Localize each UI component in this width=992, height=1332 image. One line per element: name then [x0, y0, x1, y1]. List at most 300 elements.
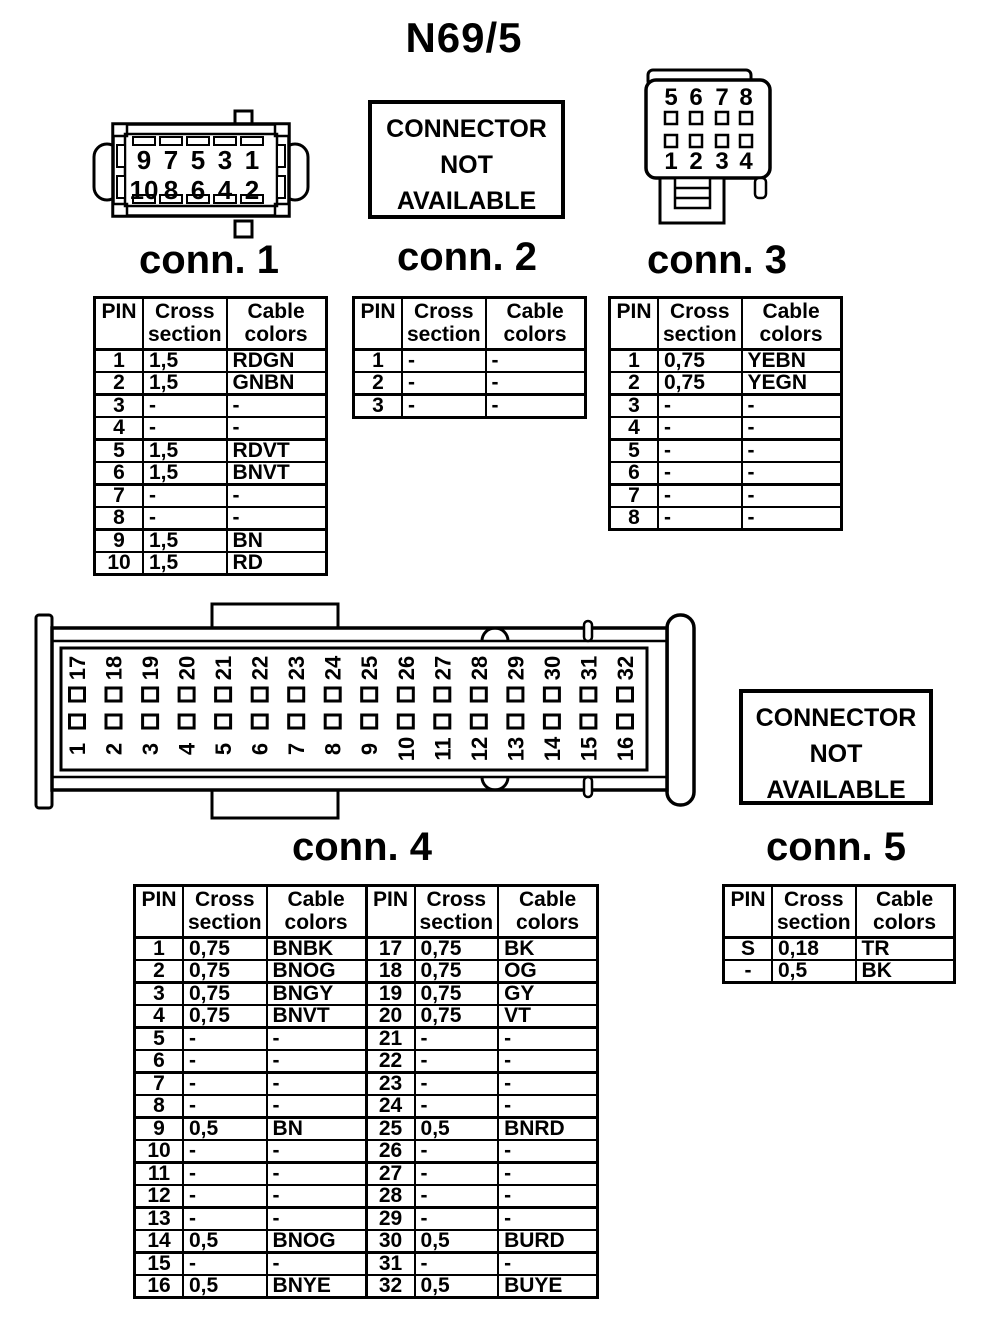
- cable-color-cell: -: [227, 417, 327, 440]
- cross-section-cell: 0,5: [772, 960, 856, 983]
- pin-number: 12: [466, 736, 492, 762]
- table-row: [135, 938, 598, 961]
- col-header-cable-colors: Cable colors: [856, 886, 955, 938]
- pin-table-4: [133, 884, 599, 1299]
- pin-number: 1: [65, 742, 90, 756]
- header-row: [610, 298, 842, 350]
- pin-number: 10: [393, 736, 419, 762]
- pin-cavity: [289, 688, 304, 701]
- cross-section-cell: -: [415, 1163, 499, 1186]
- cross-section-cell: 1,5: [143, 462, 227, 485]
- pin-cell: 5: [610, 440, 659, 463]
- pin-number: 7: [163, 145, 179, 175]
- pin-cavity: [471, 688, 486, 701]
- table-row: [95, 417, 327, 440]
- cross-section-cell: -: [415, 1095, 499, 1118]
- cable-color-cell: -: [267, 1028, 367, 1051]
- cross-section-cell: 0,75: [415, 983, 499, 1006]
- table-row: [354, 372, 586, 395]
- pin-cavity: [143, 715, 158, 728]
- cable-color-cell: OG: [498, 960, 598, 983]
- cable-color-cell: TR: [856, 938, 955, 961]
- pin-cell: 29: [366, 1208, 415, 1231]
- pin-cavity: [618, 688, 633, 701]
- pin-cell: 6: [135, 1050, 184, 1073]
- pin-cell: 1: [95, 350, 144, 373]
- pin-cell: 1: [354, 350, 403, 373]
- not-available-line: AVAILABLE: [766, 776, 906, 804]
- cable-color-cell: -: [742, 507, 842, 530]
- cable-color-cell: -: [498, 1140, 598, 1163]
- pin-cell: 7: [95, 485, 144, 508]
- pin-cell: 4: [610, 417, 659, 440]
- pin-number: 3: [138, 742, 164, 756]
- pin-cell: 2: [95, 372, 144, 395]
- pin-number: 31: [576, 655, 602, 681]
- cross-section-cell: 0,75: [183, 938, 267, 961]
- table-row: [135, 1050, 598, 1073]
- pin-cell: 22: [366, 1050, 415, 1073]
- pin-cell: 15: [135, 1253, 184, 1276]
- page-title: N69/5: [405, 14, 523, 61]
- pin-number: 9: [136, 145, 152, 175]
- cross-section-cell: 0,75: [415, 938, 499, 961]
- connector-drawing-4: [33, 598, 705, 835]
- cable-color-cell: -: [227, 485, 327, 508]
- col-header-pin: PIN: [354, 298, 403, 350]
- cable-color-cell: BNGY: [267, 983, 367, 1006]
- cable-color-cell: BNOG: [267, 960, 367, 983]
- cable-color-cell: BNVT: [227, 462, 327, 485]
- cross-section-cell: 0,5: [183, 1275, 267, 1298]
- connector-3-svg: [638, 60, 790, 232]
- pin-cell: 19: [366, 983, 415, 1006]
- cable-color-cell: -: [498, 1253, 598, 1276]
- pin-cavity: [289, 715, 304, 728]
- not-available-line: AVAILABLE: [396, 187, 537, 215]
- pin-number: 5: [211, 742, 237, 756]
- cross-section-cell: 0,18: [772, 938, 856, 961]
- table-row: [135, 1028, 598, 1051]
- table-row: [95, 530, 327, 553]
- pin-number: 3: [715, 148, 729, 175]
- pin-cavity: [544, 688, 559, 701]
- pin-number: 8: [163, 175, 179, 205]
- cable-color-cell: BNBK: [267, 938, 367, 961]
- cross-section-cell: -: [183, 1073, 267, 1096]
- pin-cell: 18: [366, 960, 415, 983]
- pin-cell: 21: [366, 1028, 415, 1051]
- table-row: [354, 395, 586, 418]
- pin-cell: 16: [135, 1275, 184, 1298]
- connector-label-2: conn. 2: [396, 235, 538, 279]
- cross-section-cell: -: [658, 395, 742, 418]
- pin-cell: 26: [366, 1140, 415, 1163]
- cross-section-cell: 0,75: [415, 1005, 499, 1028]
- cable-color-cell: -: [227, 507, 327, 530]
- table-row: [135, 1230, 598, 1253]
- pin-cavity: [106, 715, 121, 728]
- col-header-cross-section: Cross section: [772, 886, 856, 938]
- cable-color-cell: BURD: [498, 1230, 598, 1253]
- pin-cell: 1: [135, 938, 184, 961]
- cross-section-cell: -: [143, 507, 227, 530]
- pin-number: 30: [539, 655, 565, 681]
- table-row: [95, 372, 327, 395]
- col-header-cable-colors: Cable colors: [227, 298, 327, 350]
- cross-section-cell: -: [415, 1185, 499, 1208]
- pin-number: 16: [612, 736, 638, 762]
- pin-cavity: [179, 688, 194, 701]
- cross-section-cell: 1,5: [143, 372, 227, 395]
- pin-number: 4: [739, 148, 753, 175]
- pin-cell: 7: [610, 485, 659, 508]
- pin-cavity: [618, 715, 633, 728]
- pin-cavity: [435, 688, 450, 701]
- pin-number: 24: [320, 655, 346, 681]
- pin-number: 8: [320, 742, 346, 756]
- cable-color-cell: -: [742, 395, 842, 418]
- pin-table-2: [352, 296, 587, 419]
- pin-cell: 20: [366, 1005, 415, 1028]
- pin-cell: 32: [366, 1275, 415, 1298]
- cable-color-cell: -: [498, 1095, 598, 1118]
- col-header-cross-section: Cross section: [658, 298, 742, 350]
- pin-number: 1: [244, 145, 260, 175]
- cable-color-cell: RDGN: [227, 350, 327, 373]
- cross-section-cell: -: [143, 417, 227, 440]
- pin-cell: 10: [135, 1140, 184, 1163]
- pin-number: 6: [190, 175, 206, 205]
- pin-cell: 31: [366, 1253, 415, 1276]
- pin-number: 32: [612, 655, 638, 681]
- col-header-cable-colors: Cable colors: [486, 298, 586, 350]
- connector-1-svg: [88, 106, 320, 242]
- pin-number: 27: [430, 655, 456, 681]
- pin-cell: 5: [135, 1028, 184, 1051]
- pin-number: 10: [129, 175, 159, 205]
- cable-color-cell: -: [498, 1073, 598, 1096]
- pin-number: 6: [689, 84, 703, 111]
- table-row: [610, 462, 842, 485]
- pin-number: 4: [217, 175, 233, 205]
- table-row: [95, 552, 327, 575]
- pin-cavity: [70, 688, 85, 701]
- cross-section-cell: -: [183, 1028, 267, 1051]
- table-row: [95, 462, 327, 485]
- pin-table-3: [608, 296, 843, 531]
- cross-section-cell: -: [415, 1253, 499, 1276]
- cross-section-cell: -: [183, 1163, 267, 1186]
- pin-cell: 10: [95, 552, 144, 575]
- cross-section-cell: 1,5: [143, 440, 227, 463]
- pin-number: 17: [65, 655, 90, 681]
- table-row: [610, 350, 842, 373]
- pin-cell: 27: [366, 1163, 415, 1186]
- table-row: [354, 350, 586, 373]
- pin-cavity: [398, 715, 413, 728]
- pin-cavity: [471, 715, 486, 728]
- cross-section-cell: 0,75: [415, 960, 499, 983]
- pin-cavity: [362, 688, 377, 701]
- pin-number: 8: [739, 84, 753, 111]
- cable-color-cell: -: [498, 1028, 598, 1051]
- pin-cell: 3: [354, 395, 403, 418]
- pin-cell: 11: [135, 1163, 184, 1186]
- pin-cell: 24: [366, 1095, 415, 1118]
- pin-cell: 28: [366, 1185, 415, 1208]
- pin-cell: 25: [366, 1118, 415, 1141]
- table-row: [135, 1005, 598, 1028]
- table-row: [95, 485, 327, 508]
- cross-section-cell: -: [415, 1073, 499, 1096]
- pin-cell: 6: [95, 462, 144, 485]
- cable-color-cell: -: [498, 1163, 598, 1186]
- pin-cavity: [581, 715, 596, 728]
- cable-color-cell: YEGN: [742, 372, 842, 395]
- pin-cell: 30: [366, 1230, 415, 1253]
- cross-section-cell: 0,75: [183, 983, 267, 1006]
- cross-section-cell: -: [658, 462, 742, 485]
- cable-color-cell: -: [267, 1208, 367, 1231]
- cross-section-cell: -: [415, 1050, 499, 1073]
- cross-section-cell: 0,5: [415, 1118, 499, 1141]
- table-row: [135, 1208, 598, 1231]
- table-row: [135, 960, 598, 983]
- pin-cavity: [106, 688, 121, 701]
- pin-number: 1: [664, 148, 678, 175]
- cable-color-cell: -: [267, 1140, 367, 1163]
- pin-number: 29: [503, 655, 529, 681]
- pin-cavity: [508, 715, 523, 728]
- cable-color-cell: -: [267, 1163, 367, 1186]
- pin-number: 2: [689, 148, 703, 175]
- pin-cell: 3: [135, 983, 184, 1006]
- cross-section-cell: 0,5: [183, 1118, 267, 1141]
- pin-number: 21: [211, 655, 237, 681]
- pin-number: 18: [101, 655, 127, 681]
- pin-cavity: [398, 688, 413, 701]
- cross-section-cell: 0,75: [183, 960, 267, 983]
- table-row: [95, 350, 327, 373]
- pin-number: 7: [715, 84, 729, 111]
- pin-number: 2: [244, 175, 260, 205]
- pin-cell: 7: [135, 1073, 184, 1096]
- pin-cavity: [216, 715, 231, 728]
- cross-section-cell: 1,5: [143, 350, 227, 373]
- pin-cavity: [252, 715, 267, 728]
- connector-label-4: conn. 4: [291, 825, 433, 869]
- col-header-pin: PIN: [610, 298, 659, 350]
- cross-section-cell: -: [658, 485, 742, 508]
- cable-color-cell: BN: [227, 530, 327, 553]
- pin-cell: 14: [135, 1230, 184, 1253]
- pin-cavity: [143, 688, 158, 701]
- cross-section-cell: -: [183, 1185, 267, 1208]
- pin-number: 13: [503, 736, 529, 762]
- connector-label-5: conn. 5: [765, 825, 907, 869]
- connector-not-available-box-5: [739, 689, 933, 805]
- cable-color-cell: -: [267, 1095, 367, 1118]
- pin-number: 15: [576, 736, 602, 762]
- pin-number: 28: [466, 655, 492, 681]
- header-row: [724, 886, 955, 938]
- table-row: [610, 395, 842, 418]
- pin-number: 2: [101, 742, 127, 756]
- table-row: [135, 1140, 598, 1163]
- col-header-pin: PIN: [366, 886, 415, 938]
- pin-number: 5: [190, 145, 206, 175]
- pin-number: 4: [174, 742, 200, 756]
- pin-cavity: [325, 715, 340, 728]
- col-header-cross-section: Cross section: [402, 298, 486, 350]
- pin-cell: 1: [610, 350, 659, 373]
- table-row: [135, 1275, 598, 1298]
- table-row: [135, 1118, 598, 1141]
- table-row: [135, 1095, 598, 1118]
- cross-section-cell: 0,75: [658, 350, 742, 373]
- pin-cell: 13: [135, 1208, 184, 1231]
- pin-table-5: [722, 884, 956, 984]
- col-header-cable-colors: Cable colors: [267, 886, 367, 938]
- cable-color-cell: BNYE: [267, 1275, 367, 1298]
- pin-number: 25: [357, 655, 383, 681]
- pin-cavity: [70, 715, 85, 728]
- pin-cell: 2: [135, 960, 184, 983]
- cable-color-cell: RD: [227, 552, 327, 575]
- connector-label-1: conn. 1: [138, 238, 280, 282]
- table-row: [610, 440, 842, 463]
- cable-color-cell: GY: [498, 983, 598, 1006]
- col-header-cross-section: Cross section: [183, 886, 267, 938]
- col-header-pin: PIN: [135, 886, 184, 938]
- cable-color-cell: -: [742, 462, 842, 485]
- pin-cavity: [216, 688, 231, 701]
- pin-cell: 4: [135, 1005, 184, 1028]
- table-row: [95, 440, 327, 463]
- cross-section-cell: -: [658, 417, 742, 440]
- cross-section-cell: -: [658, 507, 742, 530]
- pin-cavity: [435, 715, 450, 728]
- pin-cell: 5: [95, 440, 144, 463]
- table-row: [135, 983, 598, 1006]
- pin-cell: 2: [610, 372, 659, 395]
- pin-cell: 3: [95, 395, 144, 418]
- table-row: [610, 507, 842, 530]
- cross-section-cell: 1,5: [143, 530, 227, 553]
- table-row: [135, 1163, 598, 1186]
- pin-number: 22: [247, 655, 273, 681]
- cross-section-cell: -: [415, 1140, 499, 1163]
- cross-section-cell: -: [402, 372, 486, 395]
- pin-cell: 4: [95, 417, 144, 440]
- cross-section-cell: -: [658, 440, 742, 463]
- cable-color-cell: -: [267, 1253, 367, 1276]
- cable-color-cell: -: [742, 485, 842, 508]
- cable-color-cell: -: [267, 1050, 367, 1073]
- cross-section-cell: -: [183, 1253, 267, 1276]
- cable-color-cell: BK: [498, 938, 598, 961]
- not-available-line: CONNECTOR: [755, 704, 917, 732]
- table-row: [135, 1073, 598, 1096]
- not-available-line: NOT: [809, 740, 863, 768]
- cross-section-cell: -: [183, 1140, 267, 1163]
- pin-cell: 2: [354, 372, 403, 395]
- pin-cell: 9: [95, 530, 144, 553]
- pin-number: 5: [664, 84, 678, 111]
- table-row: [95, 507, 327, 530]
- cable-color-cell: -: [267, 1185, 367, 1208]
- pin-number: 26: [393, 655, 419, 681]
- table-row: [135, 1185, 598, 1208]
- cross-section-cell: 0,5: [415, 1275, 499, 1298]
- not-available-line: NOT: [440, 151, 493, 179]
- pin-cell: 8: [95, 507, 144, 530]
- pin-cavity: [544, 715, 559, 728]
- cable-color-cell: -: [486, 395, 586, 418]
- pin-number: 11: [430, 737, 456, 761]
- cross-section-cell: -: [183, 1095, 267, 1118]
- cross-section-cell: -: [402, 350, 486, 373]
- cable-color-cell: -: [742, 440, 842, 463]
- pin-cell: 12: [135, 1185, 184, 1208]
- pin-cell: 17: [366, 938, 415, 961]
- pin-number: 7: [284, 742, 310, 756]
- cross-section-cell: 0,75: [183, 1005, 267, 1028]
- pin-cell: 23: [366, 1073, 415, 1096]
- pin-cell: 6: [610, 462, 659, 485]
- cable-color-cell: -: [498, 1050, 598, 1073]
- connector-not-available-box-2: [368, 100, 565, 219]
- pin-cell: 8: [135, 1095, 184, 1118]
- pin-cell: 3: [610, 395, 659, 418]
- table-row: [610, 485, 842, 508]
- cross-section-cell: 1,5: [143, 552, 227, 575]
- pin-table-1: [93, 296, 328, 576]
- cable-color-cell: -: [498, 1208, 598, 1231]
- table-row: [95, 395, 327, 418]
- pin-cell: 8: [610, 507, 659, 530]
- pin-number: 20: [174, 655, 200, 681]
- pin-cell: S: [724, 938, 773, 961]
- header-row: [135, 886, 598, 938]
- pin-cavity: [362, 715, 377, 728]
- cross-section-cell: 0,75: [658, 372, 742, 395]
- cable-color-cell: BUYE: [498, 1275, 598, 1298]
- pin-cavity: [508, 688, 523, 701]
- cross-section-cell: 0,5: [183, 1230, 267, 1253]
- table-row: [610, 372, 842, 395]
- cross-section-cell: -: [183, 1208, 267, 1231]
- cable-color-cell: RDVT: [227, 440, 327, 463]
- connector-label-3: conn. 3: [646, 238, 788, 282]
- connector-4-svg: [33, 598, 705, 830]
- cable-color-cell: -: [227, 395, 327, 418]
- cable-color-cell: -: [498, 1185, 598, 1208]
- col-header-cable-colors: Cable colors: [498, 886, 598, 938]
- cable-color-cell: BK: [856, 960, 955, 983]
- cross-section-cell: -: [402, 395, 486, 418]
- col-header-pin: PIN: [724, 886, 773, 938]
- cable-color-cell: BN: [267, 1118, 367, 1141]
- connector-drawing-3: [638, 60, 790, 237]
- pin-cavity: [581, 688, 596, 701]
- cable-color-cell: BNVT: [267, 1005, 367, 1028]
- col-header-cross-section: Cross section: [143, 298, 227, 350]
- table-row: [724, 960, 955, 983]
- cable-color-cell: -: [486, 350, 586, 373]
- table-row: [610, 417, 842, 440]
